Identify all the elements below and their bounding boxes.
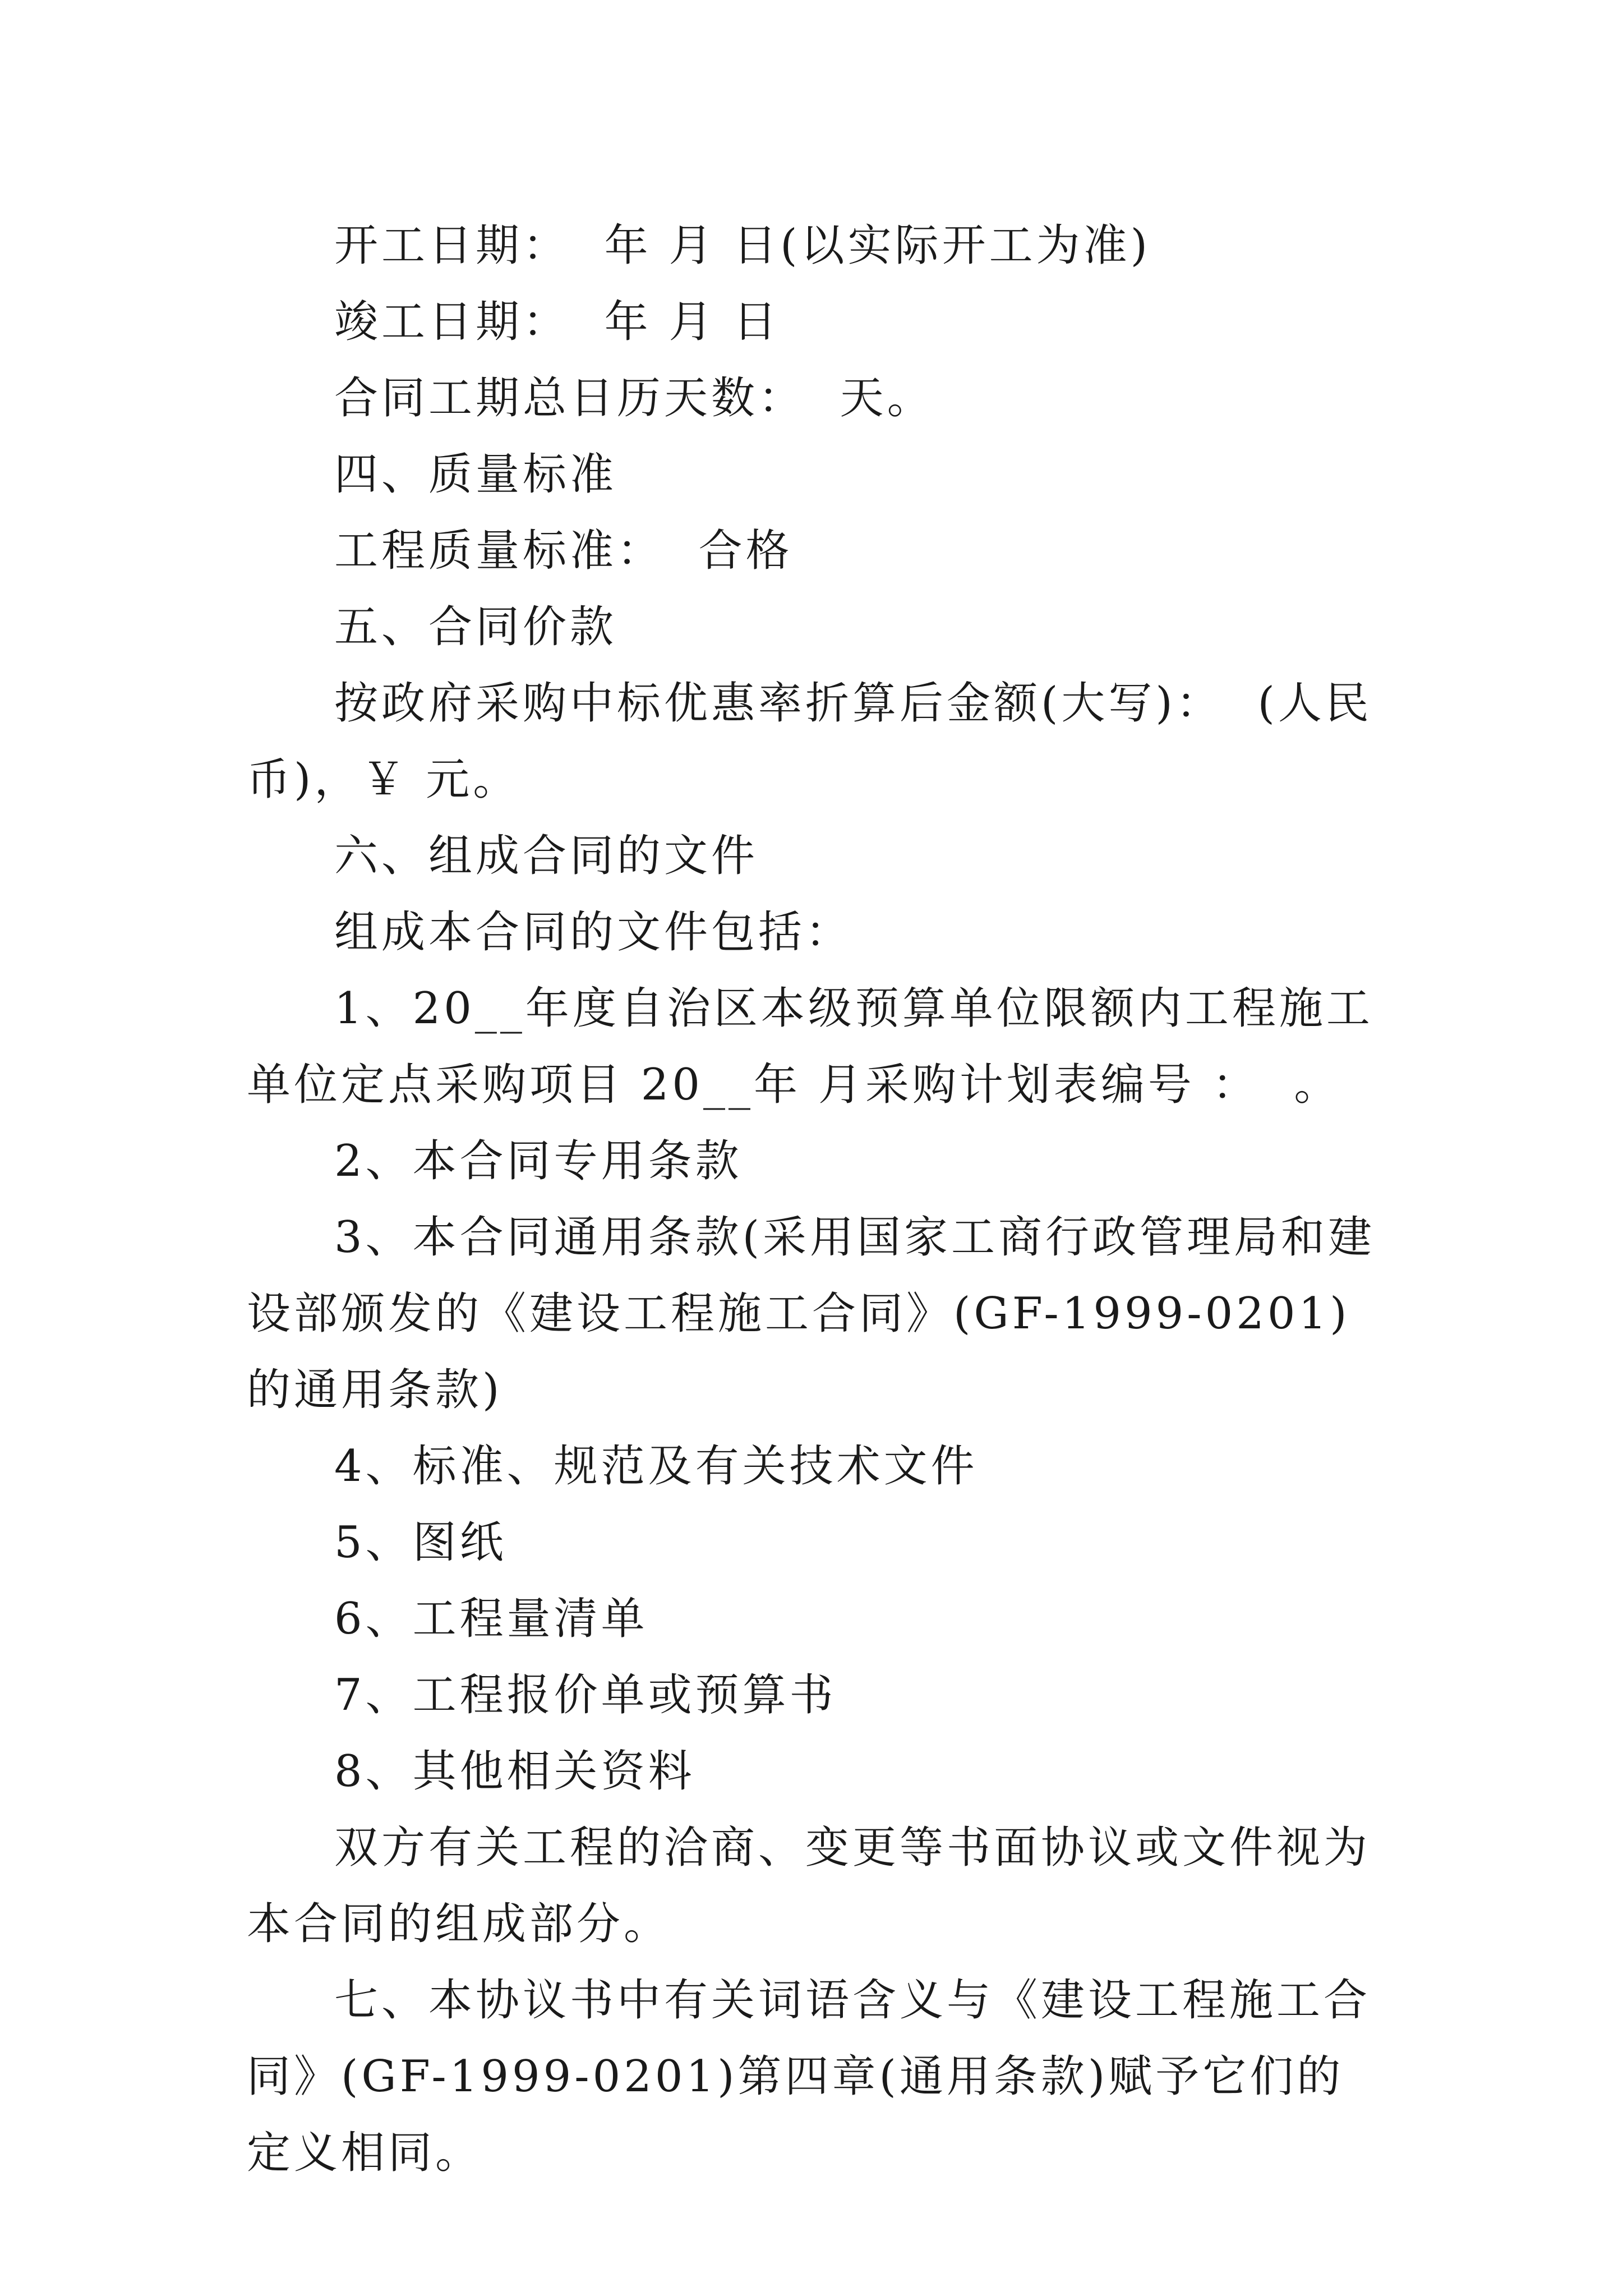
list-item-5: 5、图纸	[334, 1517, 507, 1568]
list-item-1: 1、20__年度自治区本级预算单位限额内工程施工单位定点采购项目 20__年 月采购计划表编号 ： 。	[247, 983, 1373, 1110]
paragraph-completion-date: 竣工日期： 年 月 日	[334, 297, 781, 347]
section-terms-definition: 七、本协议书中有关词语含义与《建设工程施工合同》(GF-1999-0201)第四章(通用条款)赋予它们的定义相同。	[247, 1975, 1371, 2178]
section-heading-documents: 六、组成合同的文件	[334, 831, 759, 881]
list-item-7: 7、工程报价单或预算书	[334, 1670, 837, 1720]
list-item-3: 3、本合同通用条款(采用国家工商行政管理局和建设部颁发的《建设工程施工合同》(GF-1999-0201)的通用条款)	[247, 1212, 1376, 1415]
section-heading-price: 五、合同价款	[334, 602, 617, 652]
list-item-6: 6、工程量清单	[334, 1594, 648, 1644]
paragraph-documents-intro: 组成本合同的文件包括：	[334, 907, 853, 958]
paragraph-start-date: 开工日期： 年 月 日(以实际开工为准)	[334, 220, 1151, 271]
paragraph-contract-amount: 按政府采购中标优惠率折算后金额(大写)： (人民币)，￥ 元。	[247, 678, 1372, 805]
paragraph-quality-standard: 工程质量标准： 合格	[334, 526, 793, 576]
document-body	[247, 208, 1391, 2191]
list-item-8: 8、其他相关资料	[334, 1746, 695, 1797]
paragraph-supplementary-docs: 双方有关工程的洽商、变更等书面协议或文件视为本合同的组成部分。	[247, 1823, 1371, 1949]
list-item-2: 2、本合同专用条款	[334, 1136, 743, 1186]
section-heading-quality: 四、质量标准	[334, 449, 617, 500]
list-item-4: 4、标准、规范及有关技术文件	[334, 1441, 978, 1492]
paragraph-total-days: 合同工期总日历天数： 天。	[334, 373, 934, 424]
